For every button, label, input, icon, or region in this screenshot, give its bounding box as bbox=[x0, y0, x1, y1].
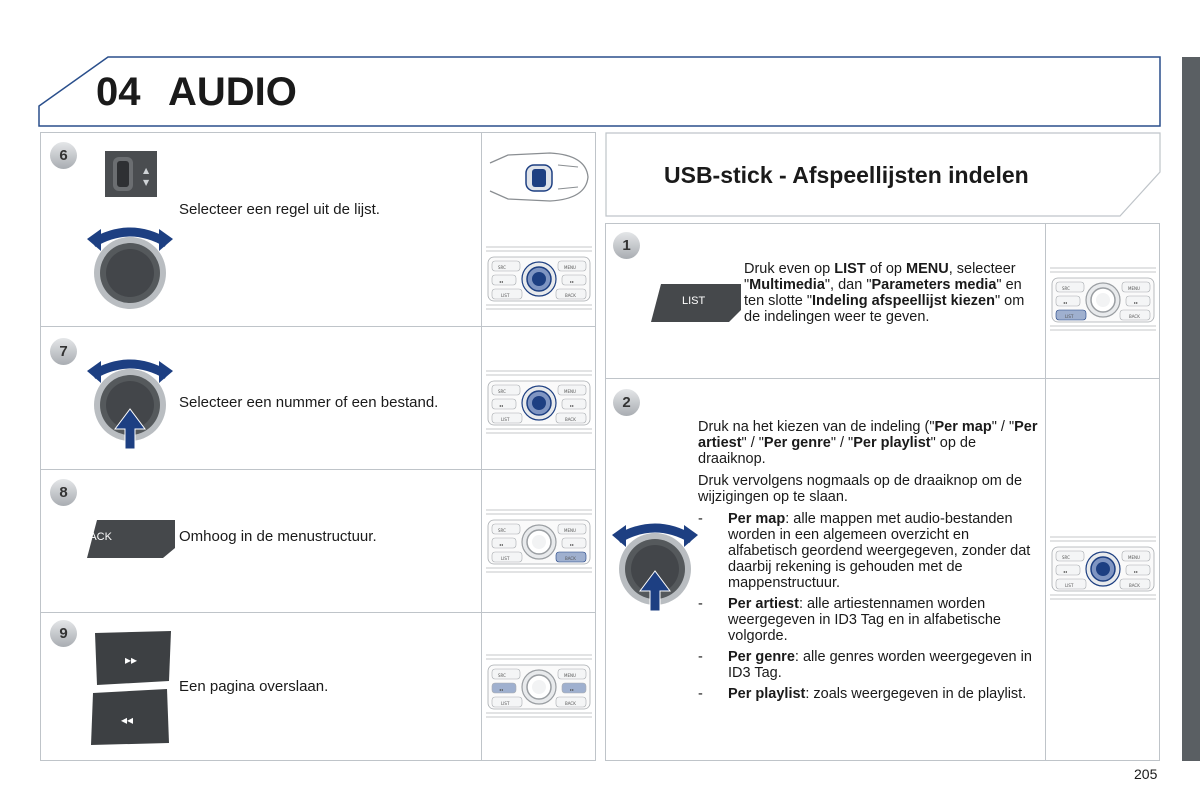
svg-text:◂◂: ◂◂ bbox=[499, 279, 504, 284]
item-text: : alle artiestennamen worden weergegeven in ID3 Tag en in alfabetische volgorde. bbox=[728, 596, 1002, 644]
svg-text:BACK: BACK bbox=[565, 701, 576, 706]
page-number: 205 bbox=[1134, 766, 1158, 782]
svg-text:▲: ▲ bbox=[143, 166, 150, 175]
bold-run: Per artiest bbox=[698, 419, 1038, 451]
svg-text:▸▸: ▸▸ bbox=[125, 653, 138, 667]
step-7-row bbox=[40, 326, 596, 470]
text-run: " op de draaiknop. bbox=[698, 435, 977, 467]
radio-unit-knob-highlight bbox=[486, 369, 592, 435]
usb-step-1-text bbox=[744, 261, 1034, 325]
svg-text:BACK: BACK bbox=[565, 556, 576, 561]
svg-text:LIST: LIST bbox=[501, 293, 510, 298]
bold-run: Parameters media bbox=[871, 277, 997, 293]
svg-text:SRC: SRC bbox=[498, 528, 506, 533]
step-7-image-cell bbox=[481, 327, 597, 469]
text-run: " / " bbox=[991, 419, 1015, 435]
list-button-label: LIST bbox=[682, 295, 706, 307]
dash: - bbox=[698, 686, 703, 702]
svg-text:▸▸: ▸▸ bbox=[570, 403, 575, 408]
step-8-image-cell bbox=[481, 470, 597, 612]
step-9-row bbox=[40, 612, 596, 761]
svg-text:MENU: MENU bbox=[564, 389, 576, 394]
text-run: " en ten slotte " bbox=[744, 277, 1022, 309]
dash: - bbox=[698, 649, 703, 665]
svg-text:◂◂: ◂◂ bbox=[1063, 300, 1068, 305]
rotary-knob-rotate-icon bbox=[87, 221, 173, 313]
text-run: ", dan " bbox=[824, 277, 872, 293]
step-6-image-cell bbox=[481, 133, 597, 326]
svg-text:BACK: BACK bbox=[565, 293, 576, 298]
item-term: Per map bbox=[728, 511, 786, 527]
item-term: Per playlist bbox=[728, 686, 806, 702]
svg-text:▸▸: ▸▸ bbox=[570, 542, 575, 547]
step-9-text: Een pagina overslaan. bbox=[179, 678, 329, 695]
confirm-paragraph: Druk vervolgens nogmaals op de draaiknop om de wijzigingen op te slaan. bbox=[698, 473, 1023, 505]
usb-step-2-row bbox=[605, 378, 1160, 761]
svg-text:MENU: MENU bbox=[564, 528, 576, 533]
bold-run: Per playlist bbox=[853, 435, 931, 451]
text-run: " / " bbox=[741, 435, 764, 451]
step-6-text: Selecteer een regel uit de lijst. bbox=[179, 201, 380, 218]
step-8-row bbox=[40, 469, 596, 613]
bold-run: Multimedia bbox=[749, 277, 825, 293]
bold-run: Indeling afspeellijst kiezen bbox=[812, 293, 995, 309]
svg-text:MENU: MENU bbox=[1128, 286, 1140, 291]
step-9-image-cell bbox=[481, 613, 597, 760]
radio-unit-list-highlight bbox=[1050, 266, 1156, 332]
svg-text:SRC: SRC bbox=[498, 265, 506, 270]
svg-text:SRC: SRC bbox=[498, 673, 506, 678]
svg-text:LIST: LIST bbox=[501, 701, 510, 706]
step-7-text: Selecteer een nummer of een bestand. bbox=[179, 394, 439, 411]
intro-paragraph bbox=[698, 419, 1038, 467]
item-term: Per genre bbox=[728, 649, 795, 665]
svg-text:BACK: BACK bbox=[1129, 583, 1140, 588]
usb-step-2-text bbox=[698, 419, 1038, 707]
radio-unit-knob-highlight bbox=[1050, 535, 1156, 601]
bold-run: Per map bbox=[934, 419, 992, 435]
svg-text:▸▸: ▸▸ bbox=[570, 687, 575, 692]
chapter-sidebar-tab bbox=[1182, 57, 1200, 761]
step-number-badge: 6 bbox=[50, 142, 77, 169]
svg-text:◂◂: ◂◂ bbox=[499, 687, 504, 692]
step-number-badge: 8 bbox=[50, 479, 77, 506]
step-number-badge: 9 bbox=[50, 620, 77, 647]
svg-text:▼: ▼ bbox=[143, 178, 150, 187]
step-number-badge: 2 bbox=[613, 389, 640, 416]
step-8-text: Omhoog in de menustructuur. bbox=[179, 528, 377, 545]
svg-text:▸▸: ▸▸ bbox=[1134, 300, 1139, 305]
svg-text:MENU: MENU bbox=[1128, 555, 1140, 560]
svg-text:▸▸: ▸▸ bbox=[1134, 569, 1139, 574]
svg-text:▸▸: ▸▸ bbox=[570, 279, 575, 284]
chapter-title: AUDIO bbox=[168, 70, 297, 114]
svg-text:SRC: SRC bbox=[498, 389, 506, 394]
svg-text:LIST: LIST bbox=[501, 417, 510, 422]
item-text: : alle mappen met audio-bestanden worden in een algemeen overzicht en alfabetisch geordend weergegeven, zonder dat daarbij rekening is gehouden met de mappenstructuur. bbox=[728, 511, 1031, 591]
svg-text:LIST: LIST bbox=[1065, 314, 1074, 319]
bold-run: MENU bbox=[906, 261, 949, 277]
svg-text:◂◂: ◂◂ bbox=[499, 403, 504, 408]
list-item bbox=[698, 511, 1038, 591]
svg-text:SRC: SRC bbox=[1062, 555, 1070, 560]
steering-stalk-icon bbox=[488, 147, 592, 205]
steering-wheel-switch-icon bbox=[105, 151, 157, 199]
item-text: : zoals weergegeven in de playlist. bbox=[805, 686, 1027, 702]
svg-text:BACK: BACK bbox=[565, 417, 576, 422]
step-number-badge: 7 bbox=[50, 338, 77, 365]
usb-step-1-image-cell bbox=[1045, 224, 1161, 378]
text-run: Druk even op bbox=[744, 261, 835, 277]
svg-text:LIST: LIST bbox=[501, 556, 510, 561]
text-run: , selecteer " bbox=[744, 261, 1016, 293]
dash: - bbox=[698, 511, 703, 527]
bold-run: LIST bbox=[834, 261, 866, 277]
list-item bbox=[698, 649, 1038, 681]
dash: - bbox=[698, 596, 703, 612]
text-run: " om de indelingen weer te geven. bbox=[744, 293, 1025, 325]
item-text: : alle genres worden weergegeven in ID3 Tag. bbox=[728, 649, 1032, 681]
back-button-label: BACK bbox=[82, 531, 112, 543]
text-run: Druk na het kiezen van de indeling (" bbox=[698, 419, 935, 435]
svg-text:SRC: SRC bbox=[1062, 286, 1070, 291]
step-number-badge: 1 bbox=[613, 232, 640, 259]
radio-unit-knob-highlight bbox=[486, 245, 592, 311]
usb-step-1-row bbox=[605, 223, 1160, 379]
list-item bbox=[698, 596, 1038, 644]
section-title: USB-stick - Afspeellijsten indelen bbox=[664, 162, 1029, 188]
svg-text:MENU: MENU bbox=[564, 673, 576, 678]
rotary-knob-rotate-press-icon bbox=[612, 517, 698, 613]
rotary-knob-press-icon bbox=[87, 353, 173, 449]
svg-text:LIST: LIST bbox=[1065, 583, 1074, 588]
step-6-row bbox=[40, 132, 596, 327]
svg-text:MENU: MENU bbox=[564, 265, 576, 270]
svg-text:BACK: BACK bbox=[1129, 314, 1140, 319]
text-run: " / " bbox=[830, 435, 854, 451]
list-item bbox=[698, 686, 1038, 702]
bold-run: Per genre bbox=[763, 435, 831, 451]
radio-unit-skip-highlight bbox=[486, 653, 592, 719]
item-term: Per artiest bbox=[728, 596, 799, 612]
skip-buttons-icon bbox=[91, 629, 173, 747]
svg-text:◂◂: ◂◂ bbox=[499, 542, 504, 547]
radio-unit-back-highlight bbox=[486, 508, 592, 574]
usb-step-2-image-cell bbox=[1045, 379, 1161, 760]
chapter-number: 04 bbox=[96, 70, 141, 114]
svg-text:◂◂: ◂◂ bbox=[1063, 569, 1068, 574]
text-run: of op bbox=[865, 261, 907, 277]
svg-text:◂◂: ◂◂ bbox=[121, 713, 134, 727]
